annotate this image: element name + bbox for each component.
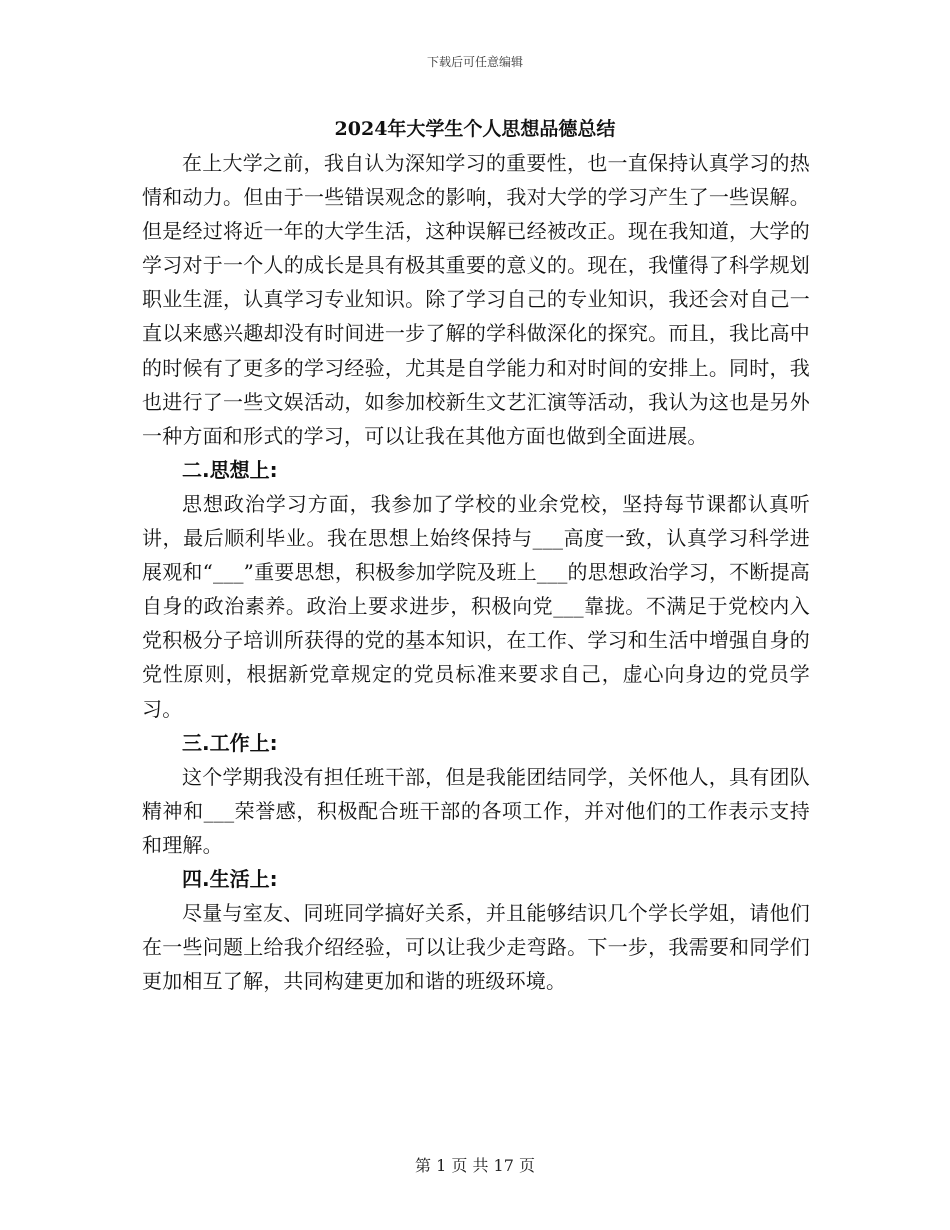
work-heading: 三.工作上: <box>182 730 278 755</box>
header-note: 下载后可任意编辑 <box>426 55 523 69</box>
thought-paragraph: 思想政治学习方面，我参加了学校的业余党校，坚持每节课都认真听讲，最后顺利毕业。我在思想上始终保持与___高度一致，认真学习科学进展观和“___”重要思想，积极参加学院及班上___的思想政治学习，不断提高自身的政治素养。政治上要求进步，积极向党___靠拢。不满足于党校内入党积极分子培训所获得的党的基本知识，在工作、学习和生活中增强自身的党性原则，根据新党章规定的党员标准来要求自己，虚心向身边的党员学习。 <box>142 491 810 721</box>
life-heading: 四.生活上: <box>182 866 278 891</box>
page-number-footer: 第 1 页 共 17 页 <box>415 1156 535 1175</box>
document-title: 2024年大学生个人思想品德总结 <box>334 118 616 140</box>
thought-heading: 二.思想上: <box>182 457 278 482</box>
life-paragraph: 尽量与室友、同班同学搞好关系，并且能够结识几个学长学姐，请他们在一些问题上给我介绍经验，可以让我少走弯路。下一步，我需要和同学们更加相互了解，共同构建更加和谐的班级环境。 <box>142 901 810 994</box>
intro-paragraph: 在上大学之前，我自认为深知学习的重要性，也一直保持认真学习的热情和动力。但由于一些错误观念的影响，我对大学的学习产生了一些误解。但是经过将近一年的大学生活，这种误解已经被改正。现在我知道，大学的学习对于一个人的成长是具有极其重要的意义的。现在，我懂得了科学规划职业生涯，认真学习专业知识。除了学习自己的专业知识，我还会对自己一直以来感兴趣却没有时间进一步了解的学科做深化的探究。而且，我比高中的时候有了更多的学习经验，尤其是自学能力和对时间的安排上。同时，我也进行了一些文娱活动，如参加校新生文艺汇演等活动，我认为这也是另外一种方面和形式的学习，可以让我在其他方面也做到全面进展。 <box>142 151 810 448</box>
document-body <box>142 146 810 998</box>
work-paragraph: 这个学期我没有担任班干部，但是我能团结同学，关怀他人，具有团队精神和___荣誉感，积极配合班干部的各项工作，并对他们的工作表示支持和理解。 <box>142 764 810 857</box>
